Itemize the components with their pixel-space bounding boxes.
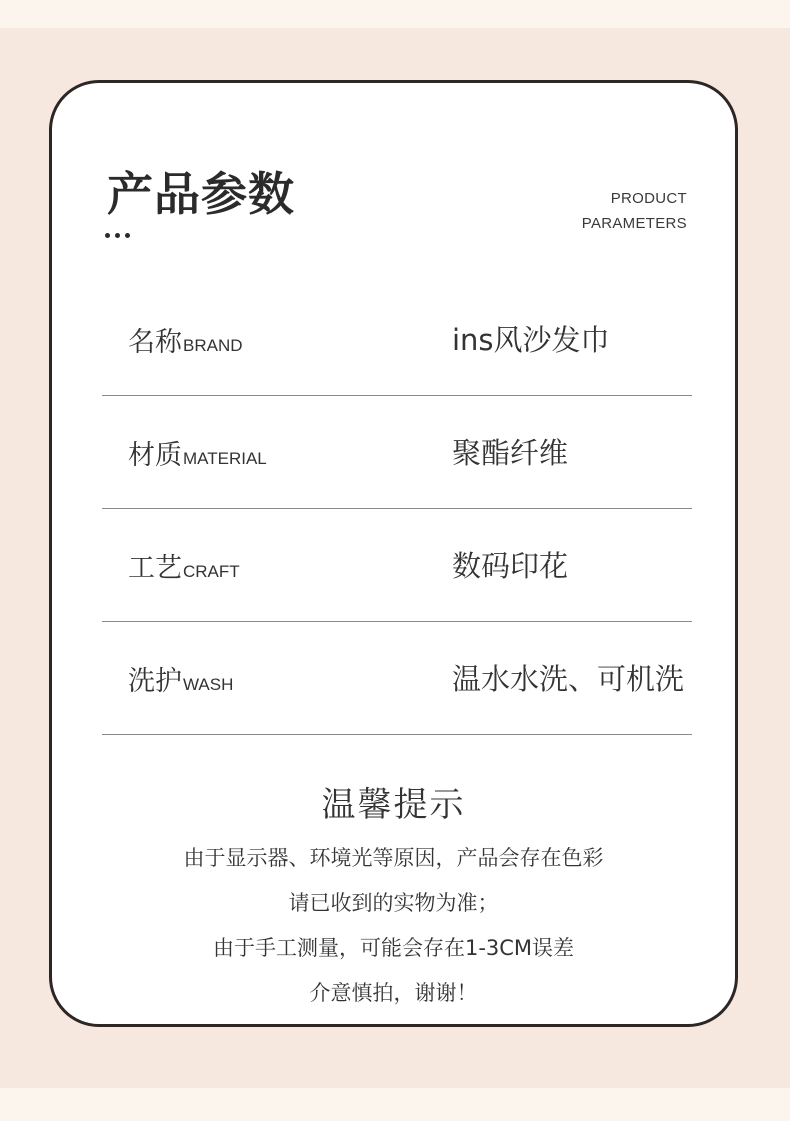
param-label-en: CRAFT <box>183 562 240 581</box>
param-row-wash <box>102 622 692 735</box>
subtitle-line-2: PARAMETERS <box>581 215 687 232</box>
subtitle-line-1: PRODUCT <box>610 190 687 207</box>
param-label <box>128 546 240 585</box>
tips-line: 由于显示器、环境光等原因，产品会存在色彩 <box>183 846 604 870</box>
param-label <box>128 433 267 472</box>
param-label <box>128 659 233 698</box>
param-label-zh: 洗护 <box>128 666 182 697</box>
page-subtitle-en <box>582 186 687 236</box>
param-value: 聚酯纤维 <box>452 436 569 470</box>
param-row-brand <box>102 283 692 396</box>
tips-line: 请已收到的实物为准； <box>288 891 499 915</box>
param-label-zh: 材质 <box>128 440 182 471</box>
dot-icon <box>105 233 110 238</box>
param-value: ins风沙发巾 <box>452 323 610 357</box>
param-label-en: MATERIAL <box>183 449 267 468</box>
dot-icon <box>125 233 130 238</box>
param-row-material <box>102 396 692 509</box>
tips-title: 温馨提示 <box>321 785 466 825</box>
dot-icon <box>115 233 120 238</box>
param-value: 温水水洗、可机洗 <box>452 662 685 696</box>
bottom-strip <box>0 1088 790 1121</box>
ellipsis-decoration <box>105 233 130 238</box>
tips-line: 由于手工测量，可能会存在1-3CM误差 <box>212 936 575 960</box>
param-label <box>128 320 243 359</box>
param-value: 数码印花 <box>452 549 569 583</box>
parameters-card <box>49 80 738 1027</box>
param-label-zh: 工艺 <box>128 553 182 584</box>
parameter-table <box>102 283 692 735</box>
page-title: 产品参数 <box>107 167 295 221</box>
param-label-zh: 名称 <box>128 327 182 358</box>
param-label-en: WASH <box>183 675 234 694</box>
tips-line: 介意慎拍，谢谢！ <box>309 981 478 1005</box>
param-label-en: BRAND <box>183 336 243 355</box>
param-row-craft <box>102 509 692 622</box>
tips-section <box>52 777 735 1016</box>
